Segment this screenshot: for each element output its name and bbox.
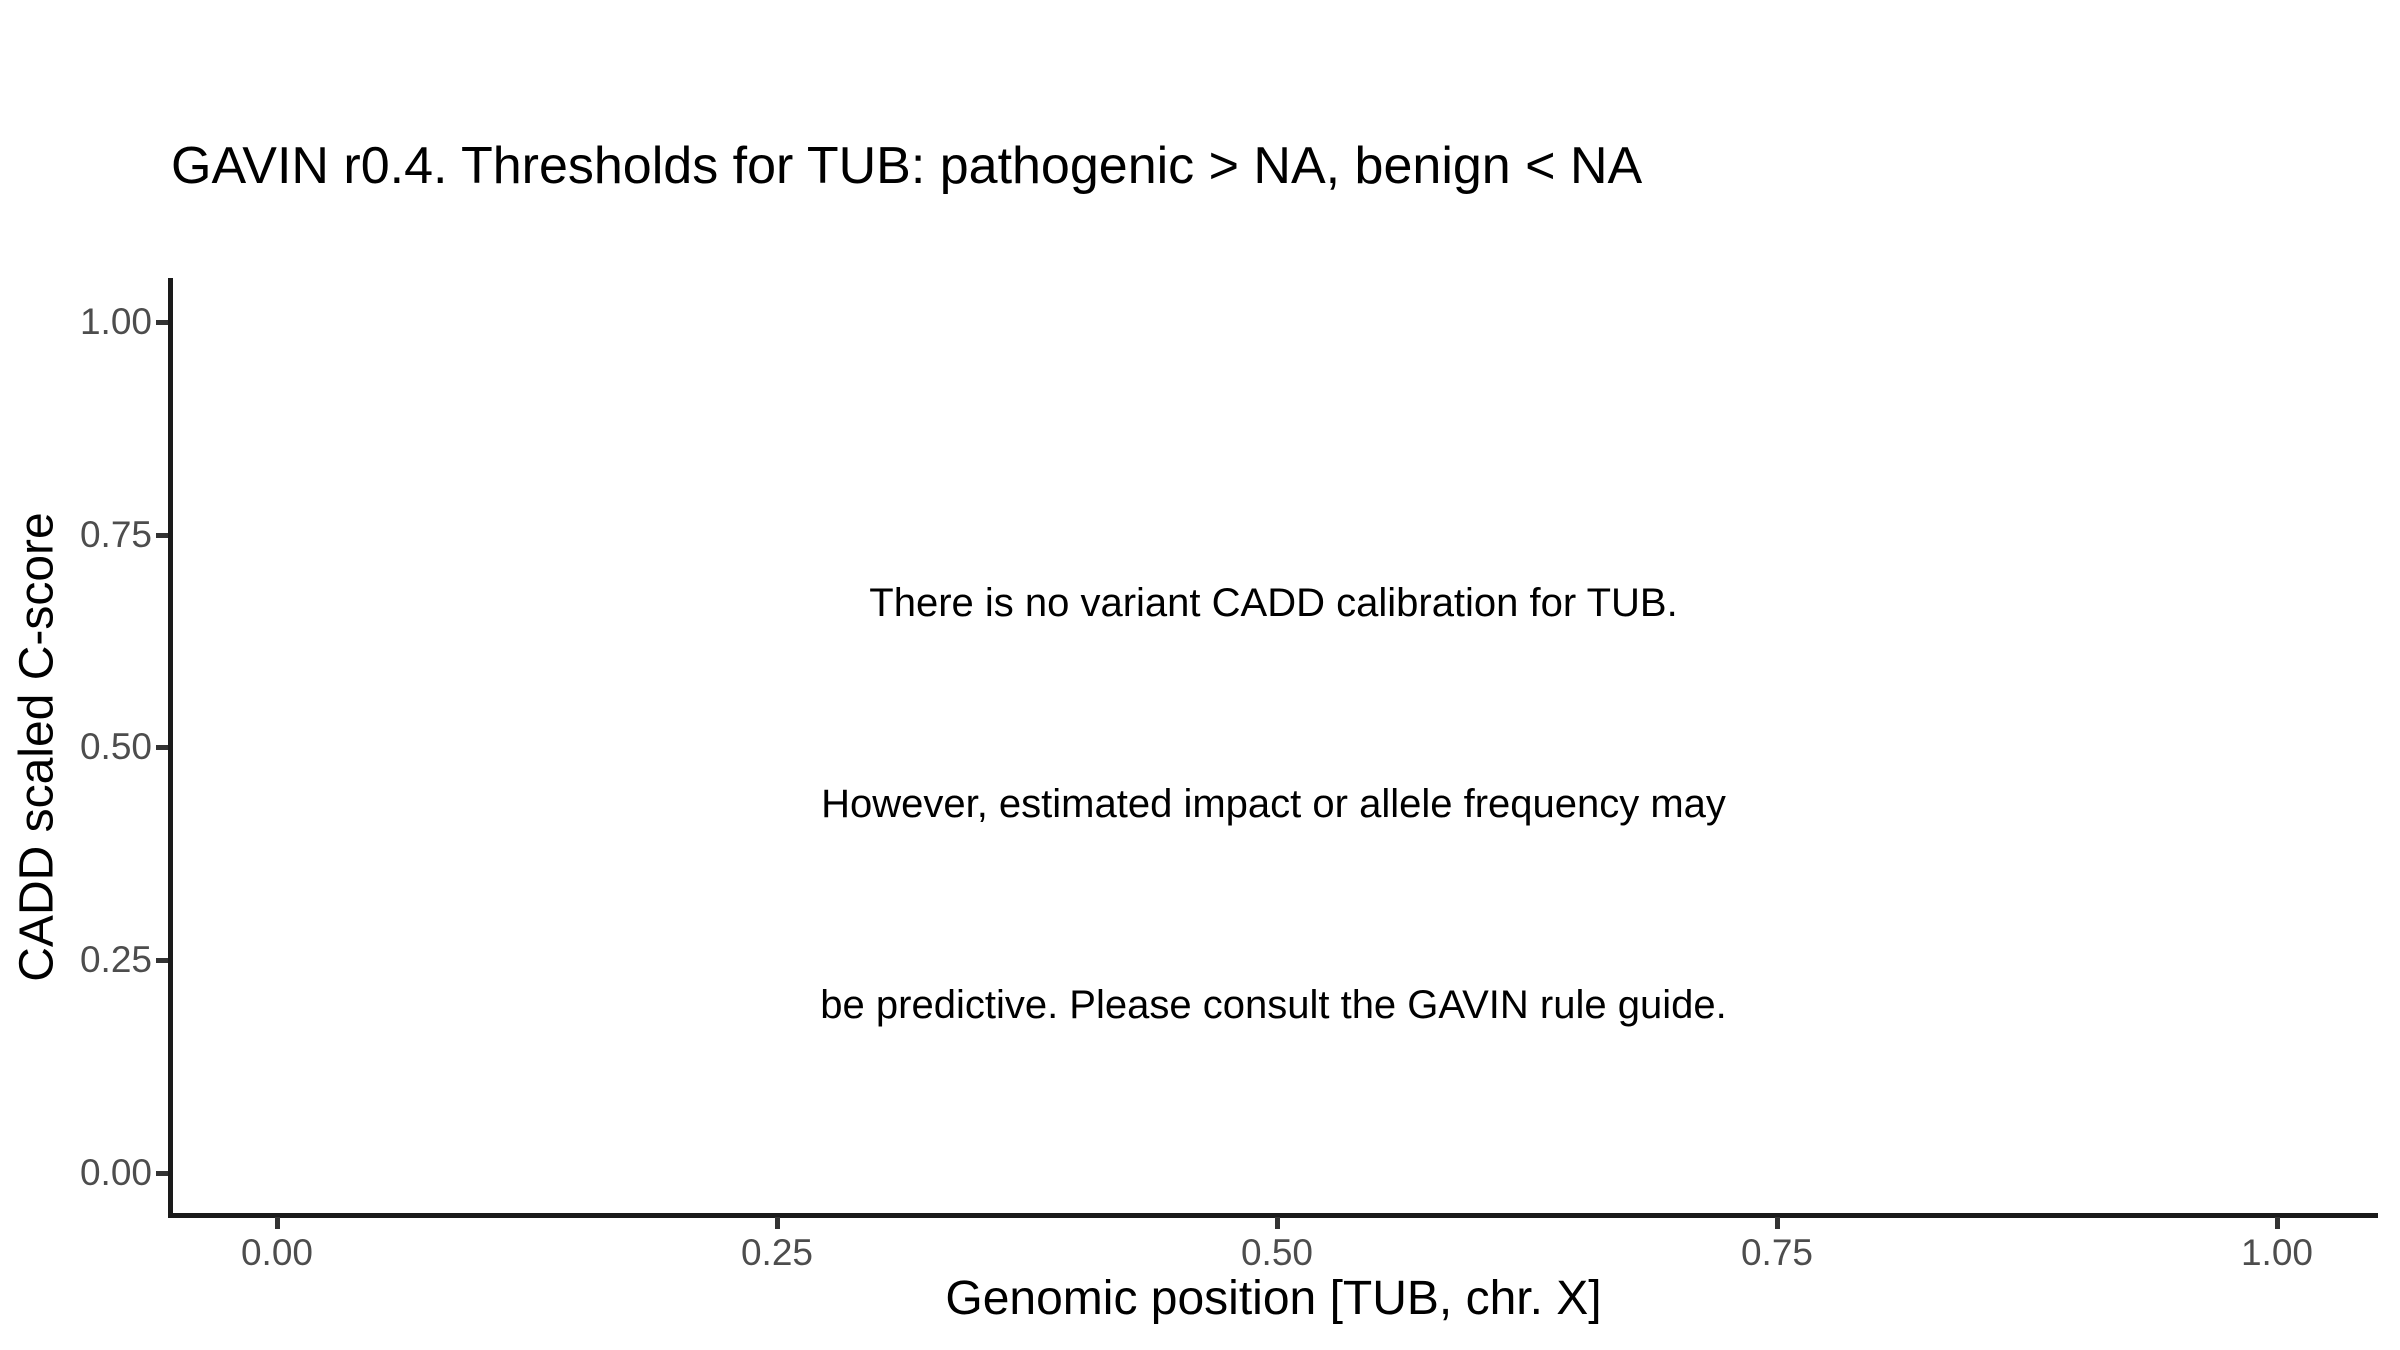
x-tick-label-0.25: 0.25 [740, 1232, 813, 1273]
y-tick-label-0.25: 0.25 [79, 939, 152, 980]
x-tick-mark-0.50 [1275, 1217, 1280, 1229]
x-axis-title: Genomic position [TUB, chr. X] [945, 1272, 1602, 1325]
y-axis-title: CADD scaled C-score [10, 512, 64, 982]
y-tick-mark-0.75 [156, 533, 168, 538]
x-tick-label-1.00: 1.00 [2240, 1232, 2313, 1273]
x-tick-label-0.50: 0.50 [1240, 1232, 1313, 1273]
y-tick-label-1.00: 1.00 [79, 301, 152, 342]
x-tick-label-0.75: 0.75 [1740, 1232, 1813, 1273]
y-tick-label-0.75: 0.75 [79, 514, 152, 555]
y-tick-label-0.50: 0.50 [79, 726, 152, 767]
panel-annotation [170, 436, 2377, 1106]
x-tick-mark-0.25 [775, 1217, 780, 1229]
x-tick-mark-0.75 [1775, 1217, 1780, 1229]
y-tick-mark-0.25 [156, 958, 168, 963]
panel-annotation-line-1: There is no variant CADD calibration for TUB. [869, 581, 1678, 625]
y-tick-mark-0.50 [156, 745, 168, 750]
panel-annotation-line-3: be predictive. Please consult the GAVIN rule guide. [820, 983, 1727, 1027]
y-tick-mark-0.00 [156, 1171, 168, 1176]
panel-annotation-line-2: However, estimated impact or allele frequency may [821, 782, 1726, 826]
y-tick-label-0.00: 0.00 [79, 1152, 152, 1193]
x-tick-mark-0.00 [275, 1217, 280, 1229]
y-tick-mark-1.00 [156, 320, 168, 325]
plot-title-line-1: GAVIN r0.4. Thresholds for TUB: pathogenic > NA, benign < NA [171, 137, 1643, 195]
x-tick-label-0.00: 0.00 [240, 1232, 313, 1273]
x-axis-line [168, 1213, 2378, 1218]
x-tick-mark-1.00 [2275, 1217, 2280, 1229]
